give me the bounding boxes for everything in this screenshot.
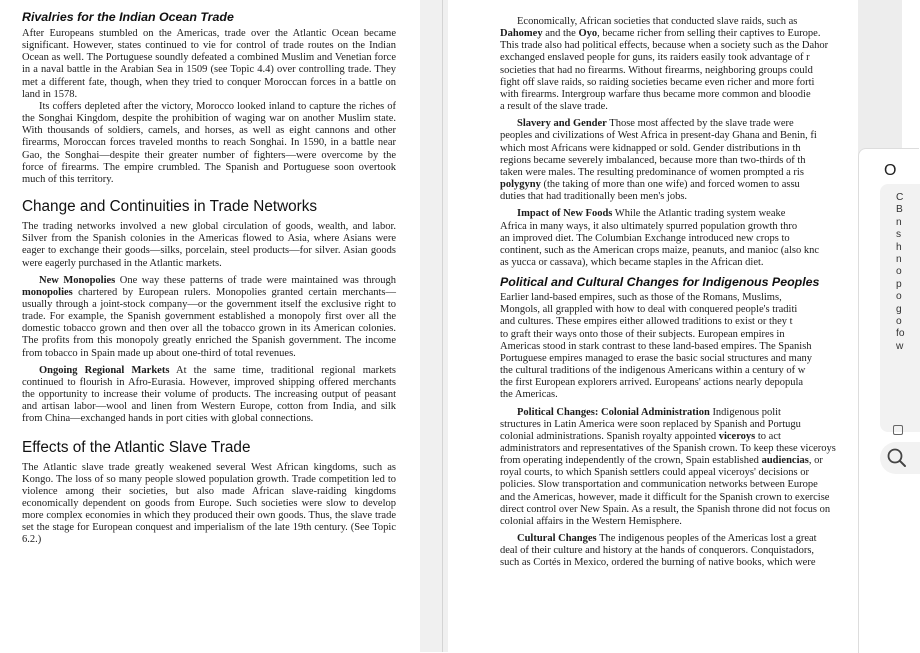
block-land-empires (500, 292, 858, 401)
card-text-fragment: o (896, 266, 902, 278)
text-line: administrators and representatives of the Spanish crown. To keep these viceroys (500, 443, 836, 454)
text-line: colonial administrations. Spanish royalty appointed viceroys to act (500, 430, 781, 442)
bold-term: Dahomey (500, 28, 543, 40)
bold-term: Cultural Changes (517, 533, 597, 545)
text-line: polygyny (the taking of more than one wife) and forced women to assu (500, 179, 800, 191)
block-new-foods (500, 208, 858, 269)
paragraph-regional-markets (22, 365, 396, 426)
text-line: societies that had no firearms. Without firearms, neighboring groups could (500, 64, 813, 76)
block-colonial-administration (500, 407, 858, 529)
regional-text: At the same time, traditional regional markets continued to flourish in Afro-Eurasia. However, improved shipping offered merchants the opportunity to increase their volume of products. The increasing output of peasant and artisan labor—wool and linen from Western Europe, cotton from India, and silk from China—exchanged hands in port cities with global connections. (22, 364, 396, 425)
bold-term: Impact of New Foods (517, 208, 613, 220)
card-text-fragment: B (896, 204, 903, 216)
text-line: and the Americas, however, made it difficult for the Spanish crown to exercise (500, 491, 830, 503)
page-right (448, 0, 858, 652)
text-line: This trade also had political effects, because when a society such as the Dahor (500, 40, 829, 52)
text-line: duties that had traditionally been men's jobs. (500, 191, 688, 203)
card-text-fragment: s (896, 229, 902, 241)
text-line: fight off slave raids, so raiding societies became even richer and more forti (500, 76, 815, 88)
text-line: policies. Slow transportation and communication networks between Europe (500, 479, 818, 491)
text-line: Slavery and Gender Those most affected by the slave trade were (517, 118, 794, 130)
text-line: Impact of New Foods While the Atlantic trading system weake (517, 208, 786, 220)
term-monopolies: monopolies (22, 286, 73, 298)
text-line: an improved diet. The Columbian Exchange introduced new crops to (500, 232, 790, 244)
paragraph-new-monopolies (22, 275, 396, 360)
text-line: royal courts, to which Spanish settlers could appeal viceroys' decisions or (500, 467, 809, 479)
text-line: Americas stood in stark contrast to these land-based empires. The Spanish (500, 340, 812, 352)
paragraph-rivalries-1: After Europeans stumbled on the Americas, trade over the Atlantic Ocean became significant. However, states continued to vie for control of trade routes on the Indian Ocean as well. The Portuguese soundly defeated a combined Muslim and Venetian force in a naval battle in the Arabian Sea in 1509 (see Topic 4.4) over controlling trade. They met a different fate, though, when they tried to conquer Moroccan forces in a battle on land in 1578. (22, 28, 396, 100)
subhead-political-cultural: Political and Cultural Changes for Indigenous Peoples (500, 275, 820, 290)
text-line: the cultural traditions of the indigenous Americans within a century of w (500, 365, 806, 377)
block-slavery-gender (500, 118, 858, 203)
text-line: with firearms. Intergroup warfare thus became more common and bloodie (500, 88, 811, 100)
card-text-fragment: o (896, 291, 902, 303)
page-left (0, 0, 420, 652)
paragraph-change-1: The trading networks involved a new global circulation of goods, wealth, and labor. Silver from the Spanish colonies in the Americas flowed to Asia, where Asians were eager to exchange their goods—silks, porcelain, steel products—for silver. Asian goods were eagerly purchased in the Atlantic markets. (22, 221, 396, 269)
text-line: such as Cortés in Mexico, ordered the burning of native books, which were (500, 557, 816, 569)
search-icon (886, 447, 908, 469)
card-text-fragment: n (896, 216, 902, 228)
monopolies-text-a: One way these patterns of trade were maintained was through (115, 274, 396, 286)
text-line: a result of the slave trade. (500, 101, 608, 113)
text-line: from operating independently of the crown, Spain established audiencias, or (500, 455, 823, 467)
gutter-divider (442, 0, 443, 652)
heading-change-continuities: Change and Continuities in Trade Networks (22, 198, 318, 216)
card-text-fragment: C (896, 192, 904, 203)
paragraph-rivalries-2: Its coffers depleted after the victory, Morocco looked inland to capture the riches of the Songhai Kingdom, despite the prohibition of waging war on another Muslim state. With thousands of soldiers, camels, and horses, as well as eight cannons and other firearms, Moroccan forces traveled months to reach Songhai. In 1590, in a battle near Gao, the Songhai—despite their greater number of fighters—were overcome by the force of firearms. The empire crumbled. The Spanish and Portuguese soon overtook much of this territory. (22, 100, 396, 185)
search-button[interactable] (880, 442, 920, 474)
bold-term: Political Changes: Colonial Administration (517, 406, 710, 418)
text-line: regions became severely imbalanced, because more than two-thirds of th (500, 154, 806, 166)
runin-new-monopolies: New Monopolies (39, 274, 116, 286)
bold-term: viceroys (718, 430, 756, 442)
text-line: as yucca or cassava), which became staples in the African diet. (500, 256, 764, 268)
bold-term: Oyo (578, 28, 598, 40)
text-line: Africa in many ways, it also ultimately spurred population growth thro (500, 220, 798, 232)
text-line: and cultures. These empires either allowed traditions to exist or they t (500, 316, 793, 328)
text-line: to graft their ways onto those of their subjects. European empires in (500, 328, 785, 340)
text-line: exchanged enslaved people for guns, its raiders easily took advantage of r (500, 52, 810, 64)
bold-term: audiencias (761, 455, 809, 467)
heading-effects-slave-trade: Effects of the Atlantic Slave Trade (22, 438, 251, 456)
monopolies-text-b: chartered by European rulers. Monopolies granted certain merchants—usually through a joint-stock company—or the government itself the exclusive right to trade. For example, the Spanish government established a monopoly first over all the domestic tobacco grown and then over all the tobacco grown in its American colonies. The profits from this monopoly greatly enriched the Spanish government. The income from tobacco in Spain made up about one-third of total revenues. (22, 286, 396, 359)
bold-term: polygyny (500, 179, 541, 191)
text-line: Economically, African societies that conducted slave raids, such as (517, 16, 798, 27)
text-line: continent, such as the American crops maize, peanuts, and manioc (also knc (500, 244, 819, 256)
text-line: the first European explorers arrived. Europeans' actions nearly depopula (500, 377, 804, 389)
block-economic (500, 16, 858, 113)
text-line: deal of their culture and history at the hands of conquerors. Conquistadors, (500, 545, 815, 557)
edit-icon[interactable] (893, 425, 903, 435)
text-line: Cultural Changes The indigenous peoples of the Americas lost a great (517, 533, 817, 545)
text-line: Portuguese empires managed to erase the basic social structures and many (500, 352, 812, 364)
page-gutter (420, 0, 448, 652)
text-line: direct control over New Spain. As a result, the Spanish throne did not focus on (500, 503, 831, 515)
runin-regional-markets: Ongoing Regional Markets (39, 364, 170, 376)
paragraph-effects: The Atlantic slave trade greatly weakened several West African kingdoms, such as Kongo. The loss of so many people slowed population growth. Trade competition led to violence among their societies, but also made African slave-raiding kingdoms economically dependent on goods from Europe. Such societies were slow to develop more complex economies in which they produced their own goods. Thus, the slave trade set the stage for European conquest and imperialism of the late 19th century. (See Topic 6.2.) (22, 461, 396, 546)
text-line: Dahomey and the Oyo, became richer from selling their captives to Europe. (500, 28, 821, 40)
text-line: Earlier land-based empires, such as those of the Romans, Muslims, (500, 292, 782, 304)
text-line: structures in Latin America were soon replaced by Spanish and Portugu (500, 418, 801, 430)
text-line: taken were males. The resulting predominance of women prompted a ris (500, 166, 804, 178)
text-line: peoples and civilizations of West Africa in present-day Ghana and Benin, fi (500, 130, 817, 142)
side-panel-title: O (884, 162, 897, 179)
card-text-fragment: h (896, 241, 902, 253)
card-text-fragment: o (896, 316, 902, 328)
card-text-fragment: g (896, 303, 902, 315)
subhead-rivalries: Rivalries for the Indian Ocean Trade (22, 10, 234, 24)
card-text-fragment: w (896, 340, 904, 352)
text-line: which most Africans were kidnapped or sold. Gender distributions in th (500, 142, 801, 154)
text-line: the Americas. (500, 389, 558, 401)
side-panel-card-text (896, 192, 905, 353)
block-cultural-changes (500, 533, 858, 569)
text-line: colonial affairs in the Western Hemisphere. (500, 515, 682, 527)
text-line: Political Changes: Colonial Administration Indigenous polit (517, 406, 781, 418)
bold-term: Slavery and Gender (517, 118, 607, 130)
card-text-fragment: p (896, 278, 902, 290)
card-text-fragment: n (896, 254, 902, 266)
text-line: Mongols, all grappled with how to deal with conquered people's traditi (500, 304, 798, 316)
card-text-fragment: fo (896, 328, 905, 340)
